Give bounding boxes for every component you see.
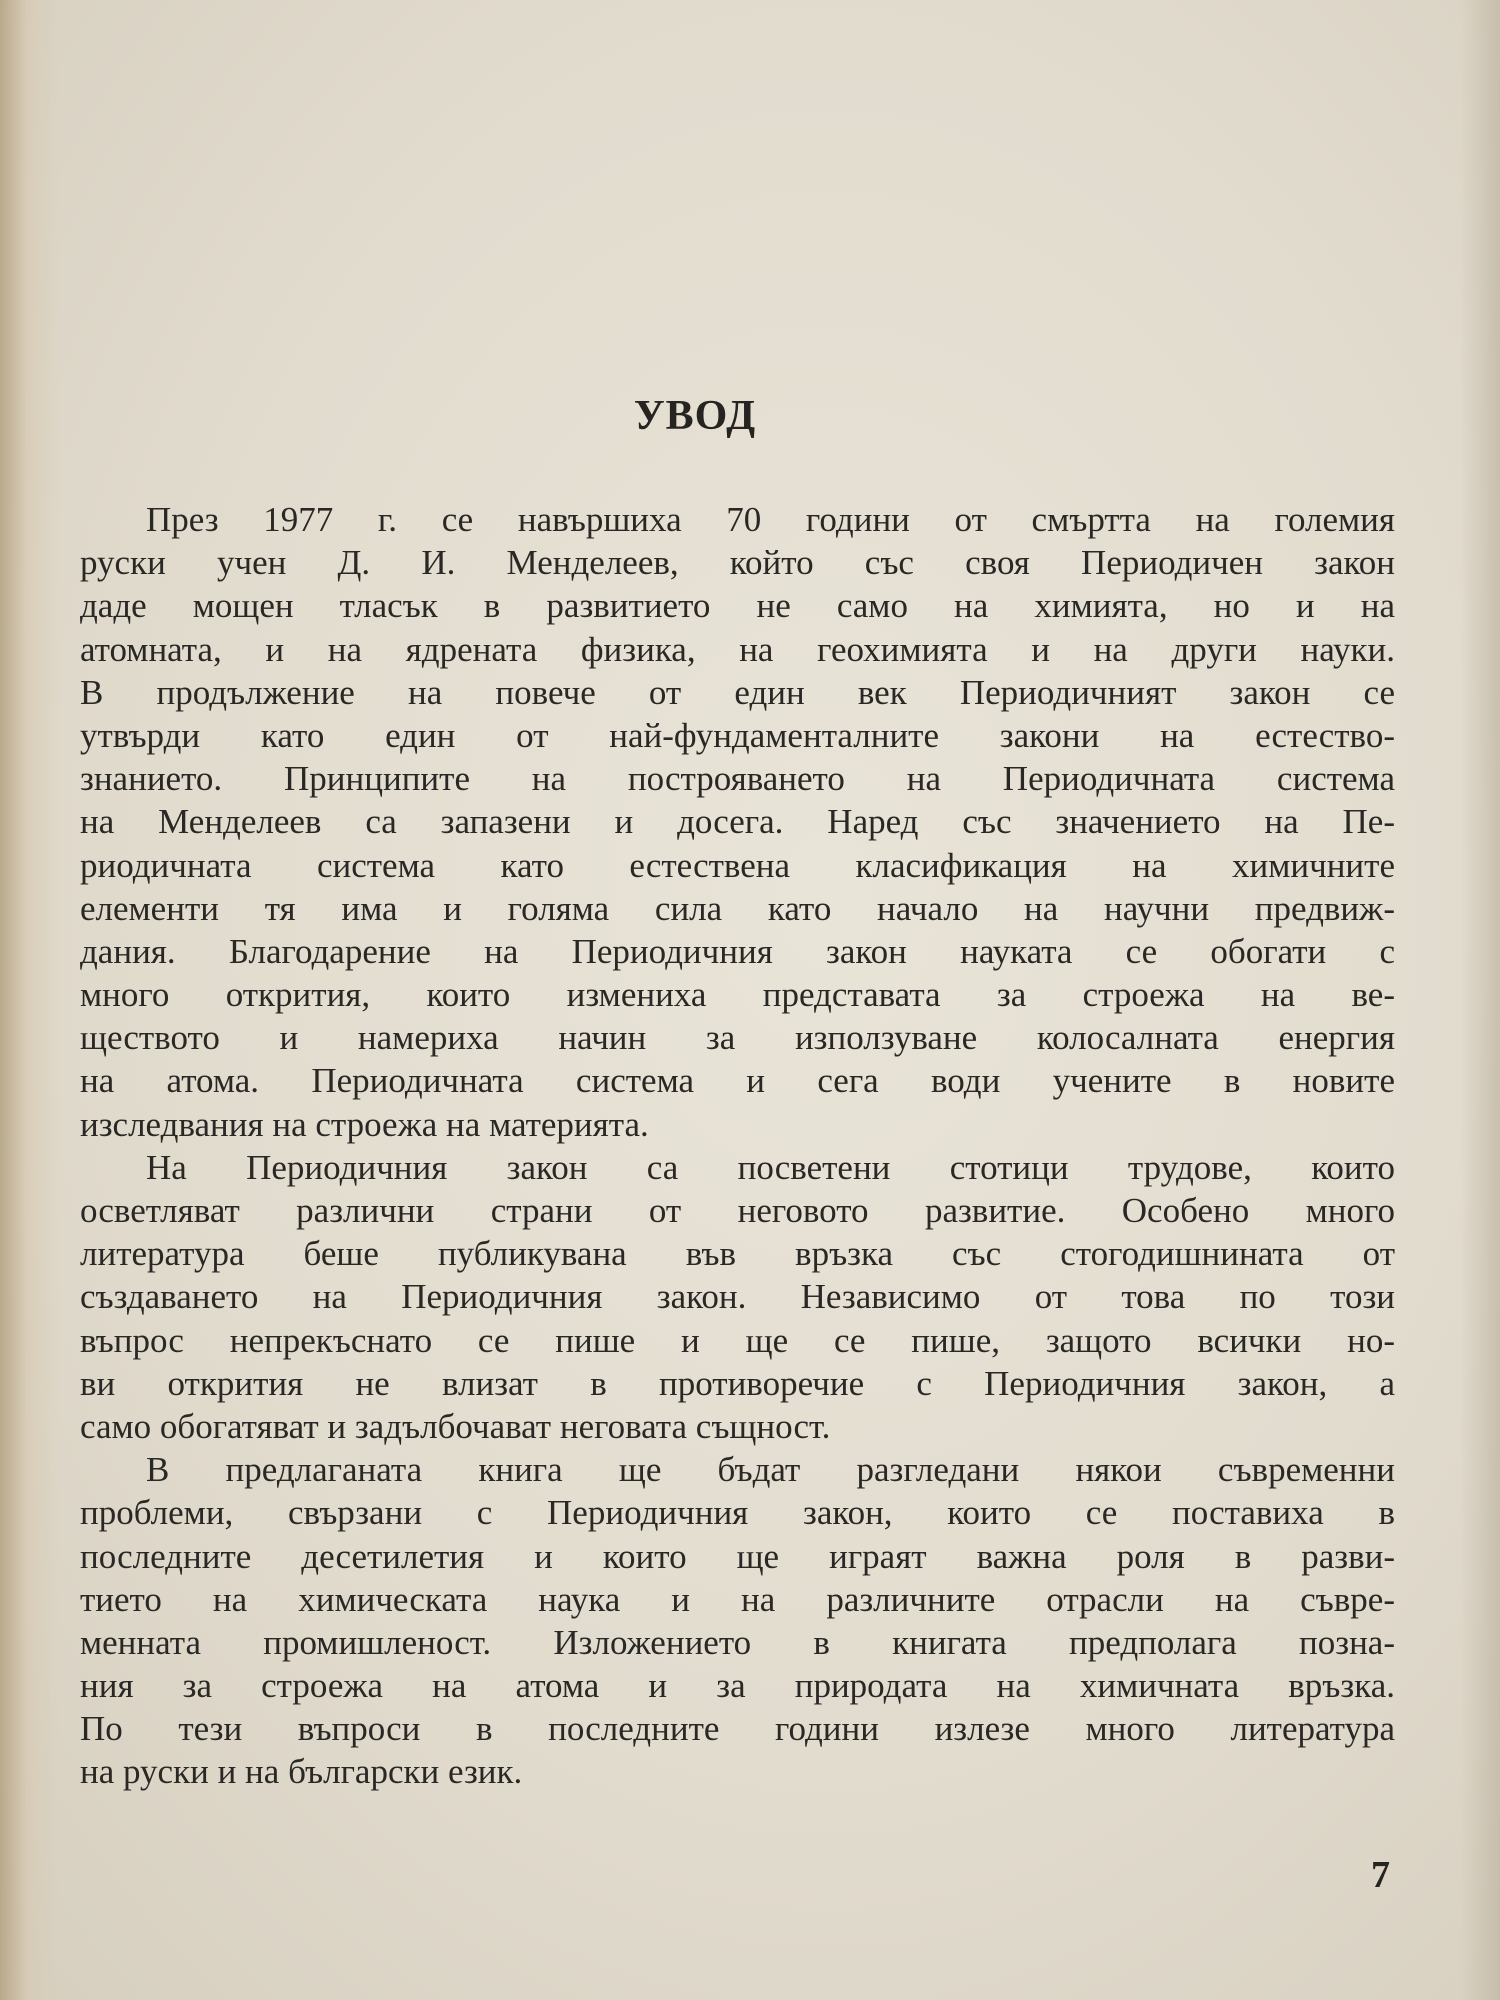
text-line: руски учен Д. И. Менделеев, който със своя Периодичен закон (80, 543, 1395, 583)
text-line: По тези въпроси в последните години излезе много литература (80, 1709, 1395, 1749)
paragraph-1 (80, 498, 1395, 1146)
page-number: 7 (1371, 1854, 1390, 1896)
body-text (80, 498, 1395, 1794)
text-line: ния за строежа на атома и за природата на химичната връзка. (80, 1666, 1395, 1706)
text-line: тието на химическата наука и на различните отрасли на съвре- (80, 1579, 1395, 1619)
text-line: много открития, които измениха представата за строежа на ве- (80, 975, 1395, 1015)
text-line: На Периодичния закон са посветени стотици трудове, които (146, 1147, 1395, 1187)
text-line: на Менделеев са запазени и досега. Наред със значението на Пе- (80, 802, 1395, 842)
text-line: През 1977 г. се навършиха 70 години от смъртта на големия (146, 500, 1395, 539)
text-line: знанието. Принципите на построяването на Периодичната система (80, 759, 1395, 799)
text-line: менната промишленост. Изложението в книгата предполага позна- (80, 1622, 1395, 1662)
text-line: атомната, и на ядрената физика, на геохимията и на други науки. (80, 629, 1395, 669)
text-line: В предлаганата книга ще бъдат разгледани някои съвременни (146, 1450, 1395, 1490)
text-line: въпрос непрекъснато се пише и ще се пише, защото всички но- (80, 1320, 1395, 1360)
text-line: на атома. Периодичната система и сега води учените в новите (80, 1061, 1395, 1101)
paragraph-2 (80, 1146, 1395, 1448)
chapter-title: УВОД (633, 393, 757, 439)
text-line: създаването на Периодичния закон. Независимо от това по този (80, 1277, 1395, 1317)
text-line: даде мощен тласък в развитието не само на химията, но и на (80, 586, 1395, 626)
text-line: проблеми, свързани с Периодичния закон, които се поставиха в (80, 1493, 1395, 1533)
text-line: дания. Благодарение на Периодичния закон науката се обогати с (80, 931, 1395, 971)
text-line: ществото и намериха начин за използуване колосалната енергия (80, 1018, 1395, 1058)
text-line: литература беше публикувана във връзка със стогодишнината от (80, 1234, 1395, 1274)
text-line: изследвания на строежа на материята. (80, 1104, 649, 1144)
text-line: само обогатяват и задълбочават неговата същност. (80, 1406, 831, 1446)
text-line: осветляват различни страни от неговото развитие. Особено много (80, 1191, 1395, 1230)
text-line: елементи тя има и голяма сила като начало на научни предвиж- (80, 888, 1395, 928)
text-line: утвърди като един от най-фундаменталните закони на естество- (80, 715, 1395, 755)
paragraph-3 (80, 1448, 1395, 1794)
text-line: ви открития не влизат в противоречие с Периодичния закон, а (80, 1363, 1395, 1403)
text-line: В продължение на повече от един век Периодичният закон се (80, 672, 1395, 712)
text-line: риодичната система като естествена класификация на химичните (80, 845, 1395, 885)
text-line: последните десетилетия и които ще играят важна роля в разви- (80, 1536, 1395, 1576)
text-line: на руски и на български език. (80, 1752, 523, 1792)
